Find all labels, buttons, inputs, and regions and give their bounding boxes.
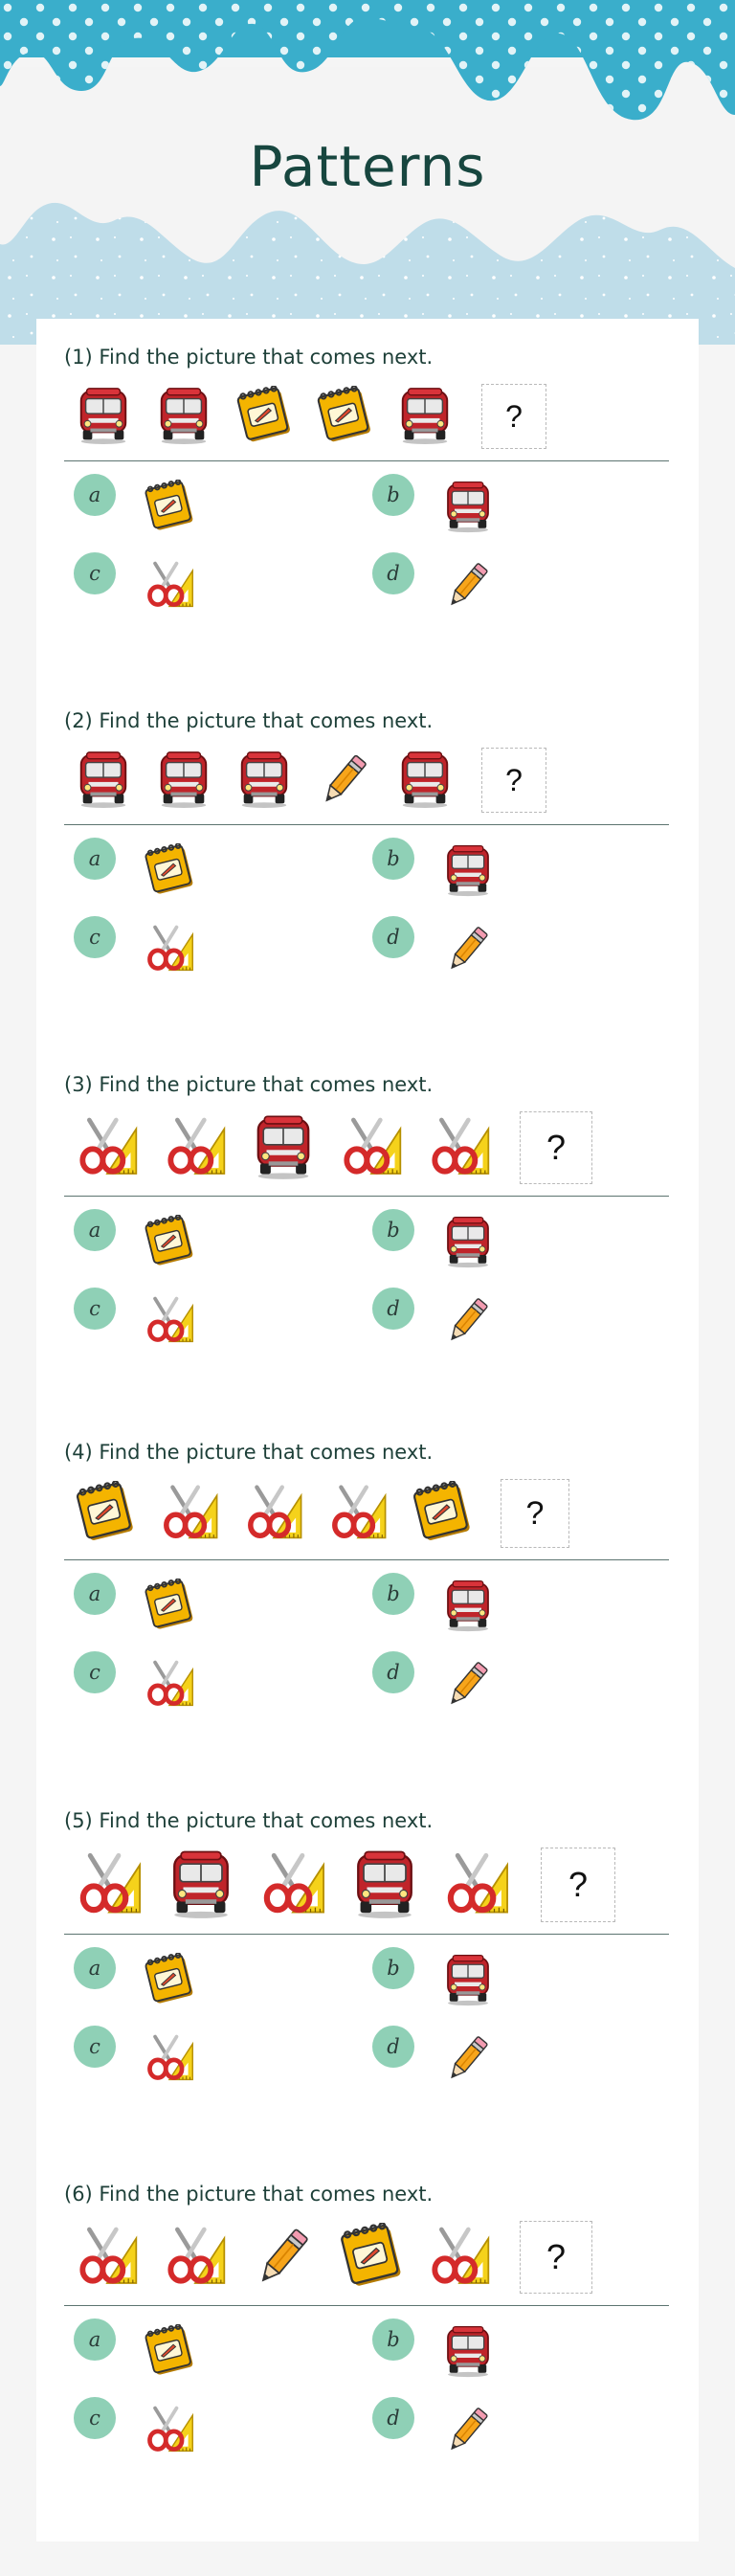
answer-box[interactable]: ? bbox=[501, 1479, 569, 1548]
bus-icon bbox=[441, 1215, 495, 1268]
pattern-sequence bbox=[64, 1111, 669, 1186]
scissors-ruler-icon bbox=[426, 1113, 493, 1180]
option-a[interactable] bbox=[74, 1573, 265, 1640]
option-letter-badge: c bbox=[74, 552, 116, 594]
answer-box[interactable]: ? bbox=[520, 2221, 592, 2294]
notebook-icon bbox=[74, 1481, 137, 1544]
page-title: Patterns bbox=[249, 134, 486, 199]
notebook-icon bbox=[143, 1579, 196, 1632]
option-c[interactable] bbox=[74, 2397, 265, 2464]
pattern-sequence bbox=[64, 748, 669, 815]
option-c[interactable] bbox=[74, 2026, 265, 2093]
bus-icon bbox=[395, 750, 455, 809]
option-b[interactable] bbox=[372, 838, 564, 905]
question-prompt: (5) Find the picture that comes next. bbox=[64, 1809, 434, 1832]
option-letter-badge: b bbox=[372, 838, 414, 880]
option-letter-badge: b bbox=[372, 1947, 414, 1989]
answer-box[interactable]: ? bbox=[481, 384, 546, 449]
question-3 bbox=[64, 1073, 669, 1399]
option-a[interactable] bbox=[74, 838, 265, 905]
bus-icon bbox=[441, 843, 495, 897]
option-letter-badge: a bbox=[74, 2318, 116, 2361]
pencil-icon bbox=[250, 2223, 317, 2290]
option-b[interactable] bbox=[372, 2318, 564, 2386]
option-b[interactable] bbox=[372, 1573, 564, 1640]
option-d[interactable] bbox=[372, 916, 564, 983]
scissors-ruler-icon bbox=[74, 1848, 145, 1919]
option-c[interactable] bbox=[74, 1288, 265, 1355]
scissors-ruler-icon bbox=[143, 922, 196, 975]
answer-box[interactable]: ? bbox=[520, 1111, 592, 1184]
scissors-ruler-icon bbox=[158, 1481, 221, 1544]
pencil-icon bbox=[441, 1657, 495, 1711]
option-letter-badge: d bbox=[372, 916, 414, 958]
scissors-ruler-icon bbox=[74, 1113, 141, 1180]
option-letter-badge: c bbox=[74, 2026, 116, 2068]
scissors-ruler-icon bbox=[257, 1848, 328, 1919]
divider bbox=[64, 1934, 669, 1935]
bus-icon bbox=[74, 750, 133, 809]
option-c[interactable] bbox=[74, 916, 265, 983]
pattern-sequence bbox=[64, 1479, 669, 1550]
question-6 bbox=[64, 2183, 669, 2508]
question-prompt: (2) Find the picture that comes next. bbox=[64, 709, 434, 732]
notebook-icon bbox=[143, 1215, 196, 1268]
option-c[interactable] bbox=[74, 552, 265, 619]
notebook-icon bbox=[143, 1953, 196, 2006]
option-a[interactable] bbox=[74, 2318, 265, 2386]
option-letter-badge: c bbox=[74, 1288, 116, 1330]
answer-box[interactable]: ? bbox=[541, 1848, 615, 1922]
divider bbox=[64, 460, 669, 461]
question-prompt: (1) Find the picture that comes next. bbox=[64, 346, 434, 369]
question-prompt: (3) Find the picture that comes next. bbox=[64, 1073, 434, 1096]
pencil-icon bbox=[441, 1293, 495, 1347]
option-a[interactable] bbox=[74, 474, 265, 541]
bus-icon bbox=[166, 1848, 236, 1919]
option-d[interactable] bbox=[372, 1651, 564, 1718]
pencil-icon bbox=[315, 750, 374, 809]
option-b[interactable] bbox=[372, 1947, 564, 2014]
scissors-ruler-icon bbox=[441, 1848, 512, 1919]
pencil-icon bbox=[441, 558, 495, 612]
pattern-sequence bbox=[64, 384, 669, 451]
notebook-icon bbox=[143, 843, 196, 897]
scissors-ruler-icon bbox=[143, 1293, 196, 1347]
scissors-ruler-icon bbox=[426, 2223, 493, 2290]
option-b[interactable] bbox=[372, 474, 564, 541]
option-letter-badge: c bbox=[74, 2397, 116, 2439]
option-d[interactable] bbox=[372, 552, 564, 619]
divider bbox=[64, 2305, 669, 2306]
answer-box[interactable]: ? bbox=[481, 748, 546, 813]
question-1 bbox=[64, 346, 669, 671]
question-5 bbox=[64, 1809, 669, 2135]
scissors-ruler-icon bbox=[143, 2031, 196, 2085]
option-letter-badge: c bbox=[74, 916, 116, 958]
scissors-ruler-icon bbox=[143, 558, 196, 612]
question-prompt: (4) Find the picture that comes next. bbox=[64, 1441, 434, 1464]
option-letter-badge: b bbox=[372, 474, 414, 516]
option-letter-badge: a bbox=[74, 474, 116, 516]
bus-icon bbox=[349, 1848, 420, 1919]
option-letter-badge: d bbox=[372, 1288, 414, 1330]
option-d[interactable] bbox=[372, 1288, 564, 1355]
pattern-sequence bbox=[64, 1848, 669, 1924]
pencil-icon bbox=[441, 2403, 495, 2456]
option-d[interactable] bbox=[372, 2026, 564, 2093]
pencil-icon bbox=[441, 922, 495, 975]
pattern-sequence bbox=[64, 2221, 669, 2296]
option-c[interactable] bbox=[74, 1651, 265, 1718]
question-4 bbox=[64, 1441, 669, 1766]
bus-icon bbox=[441, 1579, 495, 1632]
scissors-ruler-icon bbox=[242, 1481, 305, 1544]
bus-icon bbox=[74, 386, 133, 445]
notebook-icon bbox=[234, 386, 294, 445]
bus-icon bbox=[154, 750, 213, 809]
notebook-icon bbox=[143, 480, 196, 533]
notebook-icon bbox=[315, 386, 374, 445]
bus-icon bbox=[441, 1953, 495, 2006]
scissors-ruler-icon bbox=[326, 1481, 390, 1544]
scissors-ruler-icon bbox=[143, 1657, 196, 1711]
option-letter-badge: a bbox=[74, 1947, 116, 1989]
pencil-icon bbox=[441, 2031, 495, 2085]
option-letter-badge: b bbox=[372, 1209, 414, 1251]
scissors-ruler-icon bbox=[338, 1113, 405, 1180]
bus-icon bbox=[441, 480, 495, 533]
question-prompt: (6) Find the picture that comes next. bbox=[64, 2183, 434, 2206]
option-letter-badge: b bbox=[372, 1573, 414, 1615]
option-letter-badge: a bbox=[74, 838, 116, 880]
bus-icon bbox=[250, 1113, 317, 1180]
notebook-icon bbox=[411, 1481, 474, 1544]
header-banner bbox=[0, 0, 735, 345]
option-letter-badge: d bbox=[372, 2397, 414, 2439]
option-a[interactable] bbox=[74, 1947, 265, 2014]
option-letter-badge: d bbox=[372, 1651, 414, 1693]
scissors-ruler-icon bbox=[143, 2403, 196, 2456]
option-letter-badge: d bbox=[372, 2026, 414, 2068]
scissors-ruler-icon bbox=[74, 2223, 141, 2290]
bus-icon bbox=[441, 2324, 495, 2378]
divider bbox=[64, 1559, 669, 1560]
option-letter-badge: c bbox=[74, 1651, 116, 1693]
option-letter-badge: a bbox=[74, 1573, 116, 1615]
option-letter-badge: b bbox=[372, 2318, 414, 2361]
worksheet-sheet bbox=[36, 319, 699, 2542]
divider bbox=[64, 1196, 669, 1197]
question-2 bbox=[64, 709, 669, 1035]
option-d[interactable] bbox=[372, 2397, 564, 2464]
notebook-icon bbox=[143, 2324, 196, 2378]
option-b[interactable] bbox=[372, 1209, 564, 1276]
divider bbox=[64, 824, 669, 825]
notebook-icon bbox=[338, 2223, 405, 2290]
bus-icon bbox=[154, 386, 213, 445]
scissors-ruler-icon bbox=[162, 2223, 229, 2290]
scissors-ruler-icon bbox=[162, 1113, 229, 1180]
bus-icon bbox=[234, 750, 294, 809]
option-a[interactable] bbox=[74, 1209, 265, 1276]
bus-icon bbox=[395, 386, 455, 445]
option-letter-badge: a bbox=[74, 1209, 116, 1251]
option-letter-badge: d bbox=[372, 552, 414, 594]
